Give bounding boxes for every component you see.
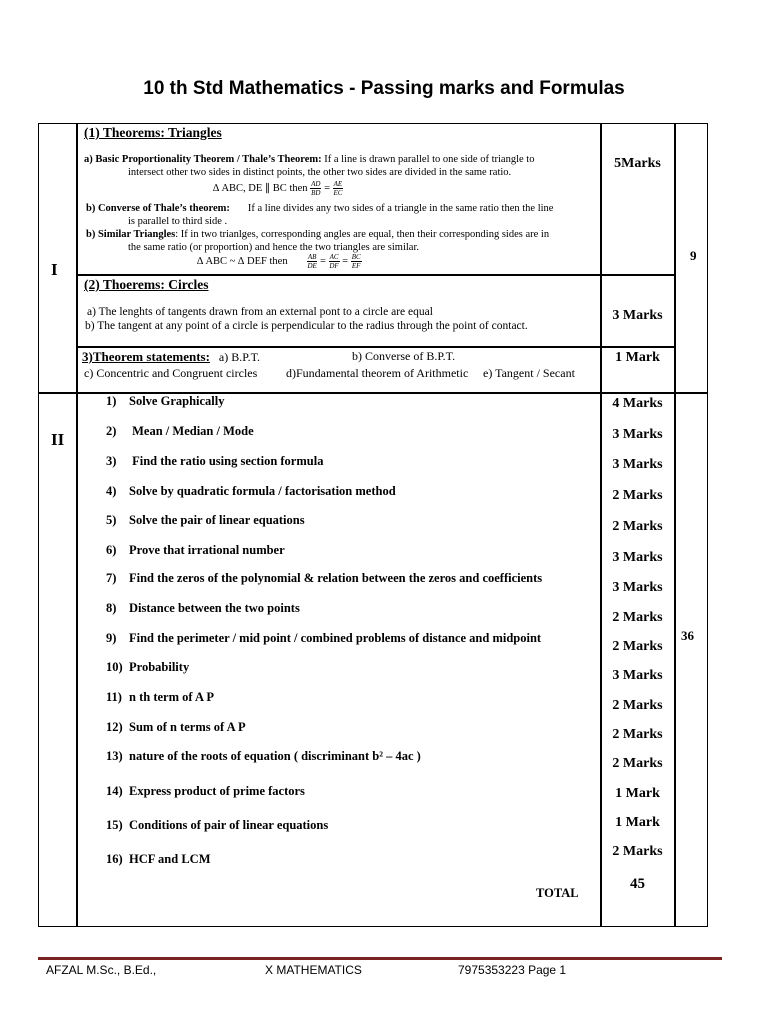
statement-item-b: b) Converse of B.P.T. — [352, 349, 456, 363]
fraction-ae-ec: $\frac{AE}{EC}$ — [333, 180, 343, 197]
circles-line-a: a) The lenghts of tangents drawn from an external pont to a circle are equal — [87, 306, 433, 318]
question-row: 4) Solve by quadratic formula / factorisation method — [106, 484, 396, 498]
question-row: 2) Mean / Median / Mode — [106, 424, 254, 438]
footer-author: AFZAL M.Sc., B.Ed., — [46, 963, 157, 977]
question-marks: 1 Mark — [615, 786, 660, 801]
row-divider — [76, 346, 676, 348]
footer-page-info: 7975353223 Page 1 — [458, 963, 567, 977]
question-marks: 3 Marks — [612, 550, 663, 565]
fraction-ac-df: $\frac{AC}{DF}$ — [329, 253, 339, 270]
circles-marks: 3 Marks — [612, 308, 663, 323]
bpt-text-cont: intersect other two sides in distinct points, the other two sides are divided in the same ratio. — [128, 167, 512, 178]
question-marks: 2 Marks — [612, 756, 663, 771]
section-i-total: 9 — [690, 248, 697, 263]
statement-item-c: c) Concentric and Congruent circles — [84, 366, 258, 380]
question-marks: 3 Marks — [612, 668, 663, 683]
circles-line-b: b) The tangent at any point of a circle is perpendicular to the radius through the point of contact. — [85, 320, 528, 332]
bpt-formula-prefix: ∆ ABC, DE ∥ BC then — [213, 182, 308, 194]
question-row: 11) n th term of A P — [106, 690, 215, 704]
section-numeral-ii: II — [51, 430, 65, 449]
statements-marks: 1 Mark — [615, 350, 660, 365]
bpt-label: a) Basic Proportionality Theorem / Thale’s Theorem: — [84, 154, 322, 165]
similar-statement — [86, 228, 549, 241]
question-marks: 2 Marks — [612, 698, 663, 713]
question-marks: 2 Marks — [612, 610, 663, 625]
similar-label: b) Similar Triangles — [86, 229, 176, 240]
question-marks: 2 Marks — [612, 488, 663, 503]
similar-text-cont: the same ratio (or proportion) and hence the two triangles are similar. — [128, 242, 419, 253]
fraction-bc-ef: $\frac{BC}{EF}$ — [351, 253, 361, 270]
question-row: 5) Solve the pair of linear equations — [106, 513, 305, 527]
question-row: 12) Sum of n terms of A P — [106, 720, 246, 734]
question-marks: 2 Marks — [612, 519, 663, 534]
theorem-statements-heading: 3)Theorem statements: — [82, 349, 210, 364]
question-row: 10) Probability — [106, 660, 190, 674]
theorem-statements-line1 — [82, 349, 260, 365]
total-label: TOTAL — [536, 886, 579, 900]
bpt-statement — [84, 153, 534, 166]
statement-item-e: e) Tangent / Secant — [483, 366, 575, 380]
triangles-marks: 5Marks — [614, 156, 661, 171]
statement-item-a: a) B.P.T. — [218, 350, 261, 364]
question-row: 8) Distance between the two points — [106, 601, 300, 615]
similar-text: : If in two trianlges, corresponding angles are equal, then their corresponding sides are in — [175, 229, 550, 240]
question-row: 7) Find the zeros of the polynomial & relation between the zeros and coefficients — [106, 571, 543, 585]
footer-rule — [38, 957, 722, 960]
section-ii-total: 36 — [681, 628, 694, 643]
total-value: 45 — [630, 876, 645, 892]
question-row: 14) Express product of prime factors — [106, 784, 305, 798]
triangles-heading: (1) Theorems: Triangles — [84, 125, 222, 140]
question-marks: 2 Marks — [612, 727, 663, 742]
question-marks: 4 Marks — [612, 396, 663, 411]
converse-label: b) Converse of Thale’s theorem: — [86, 203, 230, 214]
fraction-ad-bd: $\frac{AD}{BD}$ — [311, 180, 321, 197]
question-marks: 2 Marks — [612, 844, 663, 859]
question-marks: 3 Marks — [612, 457, 663, 472]
column-divider — [76, 123, 78, 927]
question-marks: 3 Marks — [612, 427, 663, 442]
question-row: 9) Find the perimeter / mid point / combined problems of distance and midpoint — [106, 631, 542, 645]
footer-subject: X MATHEMATICS — [265, 963, 362, 977]
question-row: 1) Solve Graphically — [106, 394, 225, 408]
converse-statement — [86, 202, 553, 215]
section-numeral-i: I — [51, 260, 58, 279]
question-row: 15) Conditions of pair of linear equations — [106, 818, 329, 832]
row-divider — [76, 274, 676, 276]
question-row: 13) nature of the roots of equation ( discriminant b² – 4ac ) — [106, 749, 421, 763]
question-marks: 3 Marks — [612, 580, 663, 595]
question-marks: 1 Mark — [615, 815, 660, 830]
page-title: 10 th Std Mathematics - Passing marks and Formulas — [143, 78, 625, 99]
similar-formula: ∆ ABC ~ ∆ DEF then $\frac{AB}{DE}$ = $\frac{AC}{DF}$ = $\frac{BC}{EF}$ — [197, 253, 361, 270]
question-row: 6) Prove that irrational number — [106, 543, 285, 557]
bpt-formula: ∆ ABC, DE ∥ BC then $\frac{AD}{BD}$ = $\frac{AE}{EC}$ — [213, 180, 343, 197]
converse-text-cont: is parallel to third side . — [128, 216, 228, 227]
fraction-ab-de: $\frac{AB}{DE}$ — [307, 253, 317, 270]
question-marks: 2 Marks — [612, 639, 663, 654]
statement-item-d: d)Fundamental theorem of Arithmetic — [286, 366, 469, 380]
bpt-text: If a line is drawn parallel to one side of triangle to — [321, 154, 535, 165]
circles-heading: (2) Thoerems: Circles — [84, 277, 209, 292]
converse-text: If a line divides any two sides of a triangle in the same ratio then the line — [247, 203, 554, 214]
question-row: 3) Find the ratio using section formula — [106, 454, 324, 468]
similar-formula-prefix: ∆ ABC ~ ∆ DEF then — [197, 255, 288, 267]
question-row: 16) HCF and LCM — [106, 852, 211, 866]
